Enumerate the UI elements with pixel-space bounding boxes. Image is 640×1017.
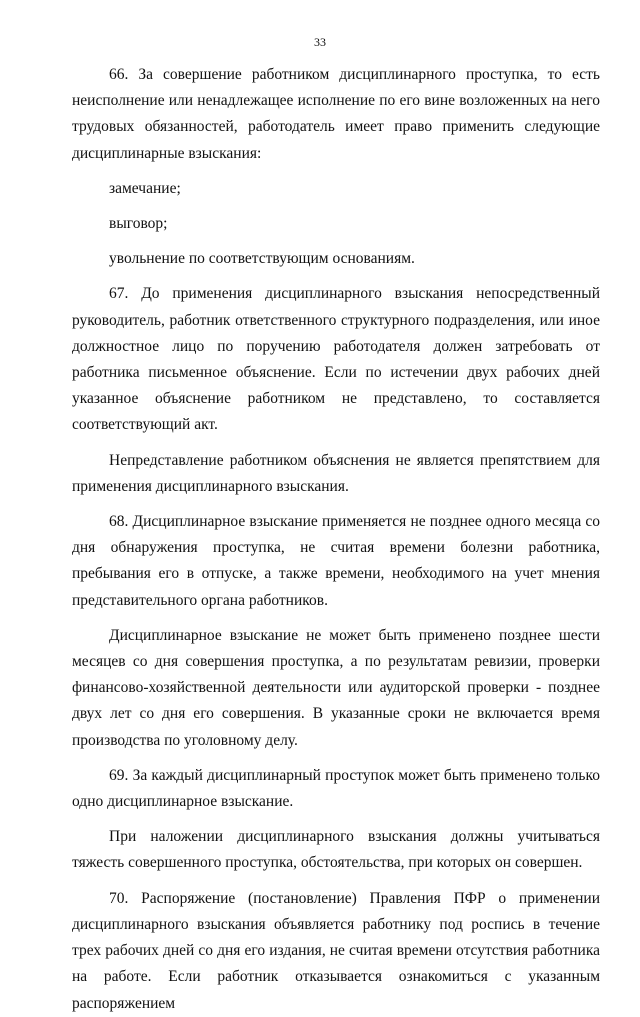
penalty-item-dismissal: увольнение по соответствующим основаниям.	[109, 250, 415, 268]
paragraph-69-note: При наложении дисциплинарного взыскания должны учитываться тяжесть совершенного проступка, обстоятельства, при которых он совершен.	[72, 828, 600, 872]
paragraph-68-note: Дисциплинарное взыскание не может быть применено позднее шести месяцев со дня совершения проступка, а по результатам ревизии, проверки финансово-хозяйственной деятельности или аудиторской проверки - позднее двух лет со дня его совершения. В указанные сроки не включается время производства по уголовному делу.	[72, 626, 600, 749]
paragraph-66: 66. За совершение работником дисциплинарного проступка, то есть неисполнение или ненадлежащее исполнение по его вине возложенных на него трудовых обязанностей, работодатель имеет право применить следующие дисциплинарные взыскания:	[72, 66, 600, 162]
paragraph-67-note: Непредставление работником объяснения не является препятствием для применения дисциплинарного взыскания.	[72, 451, 600, 495]
paragraph-70: 70. Распоряжение (постановление) Правления ПФР о применении дисциплинарного взыскания объявляется работнику под роспись в течение трех рабочих дней со дня его издания, не считая времени отсутствия работника на работе. Если работник отказывается ознакомиться с указанным распоряжением	[72, 889, 600, 1012]
penalty-item-reprimand: замечание;	[109, 179, 181, 197]
penalty-item-severe-reprimand: выговор;	[109, 215, 168, 233]
paragraph-69: 69. За каждый дисциплинарный проступок может быть применено только одно дисциплинарное взыскание.	[72, 766, 600, 811]
paragraph-68: 68. Дисциплинарное взыскание применяется не позднее одного месяца со дня обнаружения проступка, не считая времени болезни работника, пребывания его в отпуске, а также времени, необходимого на учет мнения представительного органа работников.	[72, 513, 600, 609]
paragraph-67: 67. До применения дисциплинарного взыскания непосредственный руководитель, работник ответственного структурного подразделения, или иное должностное лицо по поручению работодателя должен затребовать от работника письменное объяснение. Если по истечении двух рабочих дней указанное объяснение работником не представлено, то составляется соответствующий акт.	[72, 285, 600, 434]
page-number: 33	[314, 35, 326, 49]
document-body	[72, 62, 600, 1017]
